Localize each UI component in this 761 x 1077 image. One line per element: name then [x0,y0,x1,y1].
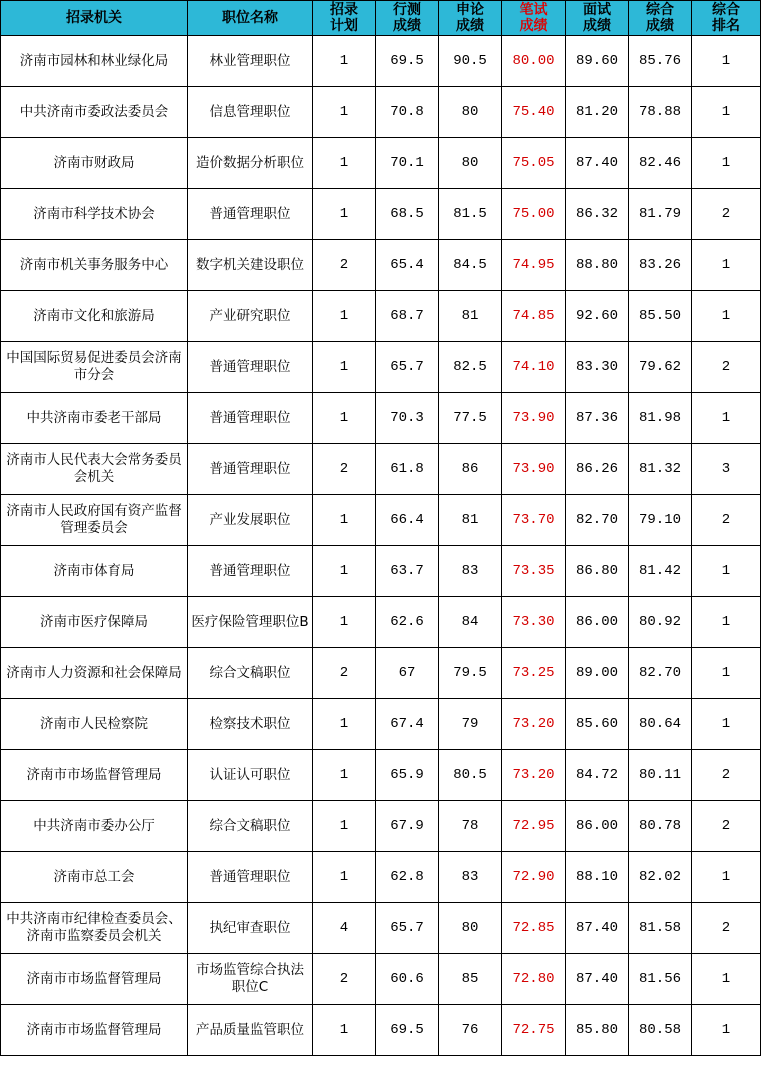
cell-shenlun: 83 [439,546,502,597]
cell-plan: 1 [313,342,376,393]
cell-rank: 1 [692,87,761,138]
cell-written: 73.90 [502,444,566,495]
cell-total: 81.58 [629,903,692,954]
cell-org: 济南市总工会 [1,852,188,903]
cell-written: 73.20 [502,699,566,750]
cell-xingce: 67.9 [376,801,439,852]
table-header [1,1,761,36]
header-text: 排名 [712,18,740,34]
table-row [1,240,761,291]
cell-total: 83.26 [629,240,692,291]
cell-written: 80.00 [502,36,566,87]
cell-total: 78.88 [629,87,692,138]
cell-shenlun: 82.5 [439,342,502,393]
cell-position: 执纪审查职位 [188,903,313,954]
cell-position: 认证认可职位 [188,750,313,801]
table-row [1,87,761,138]
cell-org: 济南市财政局 [1,138,188,189]
cell-interview: 92.60 [566,291,629,342]
cell-org: 济南市园林和林业绿化局 [1,36,188,87]
cell-position: 数字机关建设职位 [188,240,313,291]
header-text: 职位名称 [222,10,278,26]
cell-interview: 83.30 [566,342,629,393]
cell-written: 73.25 [502,648,566,699]
cell-shenlun: 80.5 [439,750,502,801]
header-text: 行测 [393,2,421,18]
header-written [502,1,566,36]
cell-written: 75.40 [502,87,566,138]
cell-org: 济南市体育局 [1,546,188,597]
cell-shenlun: 81.5 [439,189,502,240]
cell-written: 73.20 [502,750,566,801]
cell-xingce: 61.8 [376,444,439,495]
cell-plan: 2 [313,240,376,291]
header-shenlun [439,1,502,36]
header-text: 综合 [646,2,674,18]
cell-total: 80.64 [629,699,692,750]
cell-total: 79.10 [629,495,692,546]
header-interview [566,1,629,36]
cell-xingce: 65.7 [376,903,439,954]
cell-shenlun: 80 [439,87,502,138]
cell-interview: 86.80 [566,546,629,597]
cell-interview: 84.72 [566,750,629,801]
cell-org: 济南市机关事务服务中心 [1,240,188,291]
cell-written: 73.70 [502,495,566,546]
header-plan [313,1,376,36]
header-text: 综合 [712,2,740,18]
cell-plan: 1 [313,87,376,138]
cell-interview: 86.00 [566,801,629,852]
cell-shenlun: 79.5 [439,648,502,699]
cell-plan: 2 [313,648,376,699]
cell-org: 中共济南市纪律检查委员会、济南市监察委员会机关 [1,903,188,954]
table-row [1,903,761,954]
cell-interview: 82.70 [566,495,629,546]
header-text: 成绩 [519,18,548,34]
cell-shenlun: 76 [439,1005,502,1056]
table-row [1,648,761,699]
cell-interview: 87.40 [566,138,629,189]
table-row [1,495,761,546]
header-text: 成绩 [456,18,484,34]
cell-position: 普通管理职位 [188,189,313,240]
table-row [1,750,761,801]
cell-org: 济南市市场监督管理局 [1,1005,188,1056]
cell-org: 中共济南市委老干部局 [1,393,188,444]
cell-plan: 2 [313,444,376,495]
cell-rank: 2 [692,189,761,240]
cell-total: 80.78 [629,801,692,852]
cell-position: 产品质量监管职位 [188,1005,313,1056]
cell-rank: 1 [692,1005,761,1056]
cell-plan: 1 [313,189,376,240]
table-row [1,189,761,240]
cell-shenlun: 79 [439,699,502,750]
cell-total: 81.42 [629,546,692,597]
table-row [1,801,761,852]
cell-shenlun: 86 [439,444,502,495]
header-text: 成绩 [393,18,421,34]
cell-shenlun: 84.5 [439,240,502,291]
cell-rank: 2 [692,750,761,801]
cell-xingce: 69.5 [376,1005,439,1056]
cell-xingce: 60.6 [376,954,439,1005]
cell-position: 普通管理职位 [188,444,313,495]
cell-position: 信息管理职位 [188,87,313,138]
header-rank [692,1,761,36]
cell-org: 中国国际贸易促进委员会济南市分会 [1,342,188,393]
cell-position: 普通管理职位 [188,852,313,903]
cell-written: 74.95 [502,240,566,291]
cell-written: 73.90 [502,393,566,444]
cell-rank: 1 [692,36,761,87]
cell-position: 综合文稿职位 [188,801,313,852]
table-row [1,852,761,903]
cell-shenlun: 83 [439,852,502,903]
header-text: 成绩 [583,18,611,34]
cell-org: 济南市人民政府国有资产监督管理委员会 [1,495,188,546]
cell-shenlun: 85 [439,954,502,1005]
cell-xingce: 68.5 [376,189,439,240]
cell-position: 普通管理职位 [188,342,313,393]
cell-org: 济南市文化和旅游局 [1,291,188,342]
cell-xingce: 65.7 [376,342,439,393]
cell-org: 中共济南市委政法委员会 [1,87,188,138]
cell-position: 市场监管综合执法职位C [188,954,313,1005]
cell-rank: 1 [692,393,761,444]
table-row [1,597,761,648]
cell-org: 济南市科学技术协会 [1,189,188,240]
cell-xingce: 62.6 [376,597,439,648]
table-row [1,954,761,1005]
cell-rank: 1 [692,138,761,189]
cell-total: 79.62 [629,342,692,393]
header-text: 申论 [456,2,484,18]
cell-rank: 1 [692,546,761,597]
table-row [1,138,761,189]
cell-position: 产业研究职位 [188,291,313,342]
cell-written: 74.10 [502,342,566,393]
cell-written: 72.75 [502,1005,566,1056]
header-text: 招录 [330,2,358,18]
cell-plan: 1 [313,36,376,87]
cell-plan: 1 [313,597,376,648]
cell-interview: 89.60 [566,36,629,87]
cell-interview: 89.00 [566,648,629,699]
cell-interview: 86.00 [566,597,629,648]
header-row [1,1,761,36]
cell-org: 济南市人民检察院 [1,699,188,750]
cell-plan: 2 [313,954,376,1005]
cell-interview: 86.26 [566,444,629,495]
cell-plan: 1 [313,138,376,189]
cell-total: 81.98 [629,393,692,444]
cell-xingce: 70.1 [376,138,439,189]
cell-interview: 88.80 [566,240,629,291]
cell-rank: 1 [692,240,761,291]
cell-interview: 81.20 [566,87,629,138]
cell-rank: 2 [692,903,761,954]
table-row [1,291,761,342]
cell-plan: 1 [313,393,376,444]
cell-written: 72.80 [502,954,566,1005]
cell-total: 81.79 [629,189,692,240]
cell-plan: 1 [313,801,376,852]
cell-total: 81.32 [629,444,692,495]
cell-shenlun: 78 [439,801,502,852]
cell-rank: 1 [692,291,761,342]
cell-rank: 2 [692,495,761,546]
cell-total: 80.92 [629,597,692,648]
header-text: 笔试 [519,2,548,18]
cell-org: 济南市市场监督管理局 [1,750,188,801]
table-row [1,546,761,597]
cell-position: 医疗保险管理职位B [188,597,313,648]
cell-total: 82.02 [629,852,692,903]
cell-xingce: 62.8 [376,852,439,903]
header-text: 面试 [583,2,611,18]
cell-plan: 1 [313,495,376,546]
cell-shenlun: 84 [439,597,502,648]
table-row [1,699,761,750]
cell-written: 75.05 [502,138,566,189]
cell-rank: 1 [692,648,761,699]
header-org [1,1,188,36]
cell-xingce: 67.4 [376,699,439,750]
cell-org: 济南市人力资源和社会保障局 [1,648,188,699]
header-total [629,1,692,36]
cell-total: 85.76 [629,36,692,87]
cell-interview: 87.36 [566,393,629,444]
cell-rank: 2 [692,801,761,852]
header-text: 成绩 [646,18,674,34]
cell-total: 82.70 [629,648,692,699]
cell-xingce: 69.5 [376,36,439,87]
table-row [1,393,761,444]
header-text: 招录机关 [66,10,122,26]
cell-position: 林业管理职位 [188,36,313,87]
cell-written: 72.90 [502,852,566,903]
cell-interview: 87.40 [566,903,629,954]
cell-plan: 1 [313,1005,376,1056]
cell-total: 85.50 [629,291,692,342]
cell-xingce: 70.3 [376,393,439,444]
cell-position: 检察技术职位 [188,699,313,750]
cell-written: 72.85 [502,903,566,954]
header-position [188,1,313,36]
cell-written: 75.00 [502,189,566,240]
cell-interview: 86.32 [566,189,629,240]
cell-interview: 87.40 [566,954,629,1005]
cell-position: 造价数据分析职位 [188,138,313,189]
table-row [1,36,761,87]
cell-rank: 3 [692,444,761,495]
cell-org: 济南市医疗保障局 [1,597,188,648]
cell-xingce: 67 [376,648,439,699]
cell-written: 74.85 [502,291,566,342]
header-text: 计划 [330,18,358,34]
cell-shenlun: 80 [439,138,502,189]
cell-org: 济南市市场监督管理局 [1,954,188,1005]
cell-interview: 85.60 [566,699,629,750]
cell-plan: 1 [313,546,376,597]
table-row [1,1005,761,1056]
cell-xingce: 70.8 [376,87,439,138]
cell-shenlun: 77.5 [439,393,502,444]
table-body [1,36,761,1056]
cell-plan: 1 [313,291,376,342]
cell-total: 81.56 [629,954,692,1005]
cell-rank: 2 [692,342,761,393]
cell-interview: 88.10 [566,852,629,903]
cell-plan: 1 [313,750,376,801]
header-xingce [376,1,439,36]
cell-plan: 4 [313,903,376,954]
cell-rank: 1 [692,597,761,648]
cell-plan: 1 [313,852,376,903]
cell-org: 济南市人民代表大会常务委员会机关 [1,444,188,495]
cell-total: 82.46 [629,138,692,189]
cell-xingce: 65.9 [376,750,439,801]
table-row [1,342,761,393]
cell-position: 综合文稿职位 [188,648,313,699]
cell-position: 普通管理职位 [188,546,313,597]
cell-shenlun: 90.5 [439,36,502,87]
cell-written: 72.95 [502,801,566,852]
cell-xingce: 68.7 [376,291,439,342]
cell-shenlun: 80 [439,903,502,954]
cell-shenlun: 81 [439,291,502,342]
cell-position: 产业发展职位 [188,495,313,546]
cell-written: 73.30 [502,597,566,648]
cell-rank: 1 [692,954,761,1005]
cell-rank: 1 [692,699,761,750]
table-row [1,444,761,495]
cell-written: 73.35 [502,546,566,597]
cell-position: 普通管理职位 [188,393,313,444]
cell-interview: 85.80 [566,1005,629,1056]
cell-xingce: 66.4 [376,495,439,546]
cell-org: 中共济南市委办公厅 [1,801,188,852]
cell-xingce: 63.7 [376,546,439,597]
cell-total: 80.58 [629,1005,692,1056]
cell-rank: 1 [692,852,761,903]
cell-xingce: 65.4 [376,240,439,291]
cell-total: 80.11 [629,750,692,801]
cell-shenlun: 81 [439,495,502,546]
cell-plan: 1 [313,699,376,750]
